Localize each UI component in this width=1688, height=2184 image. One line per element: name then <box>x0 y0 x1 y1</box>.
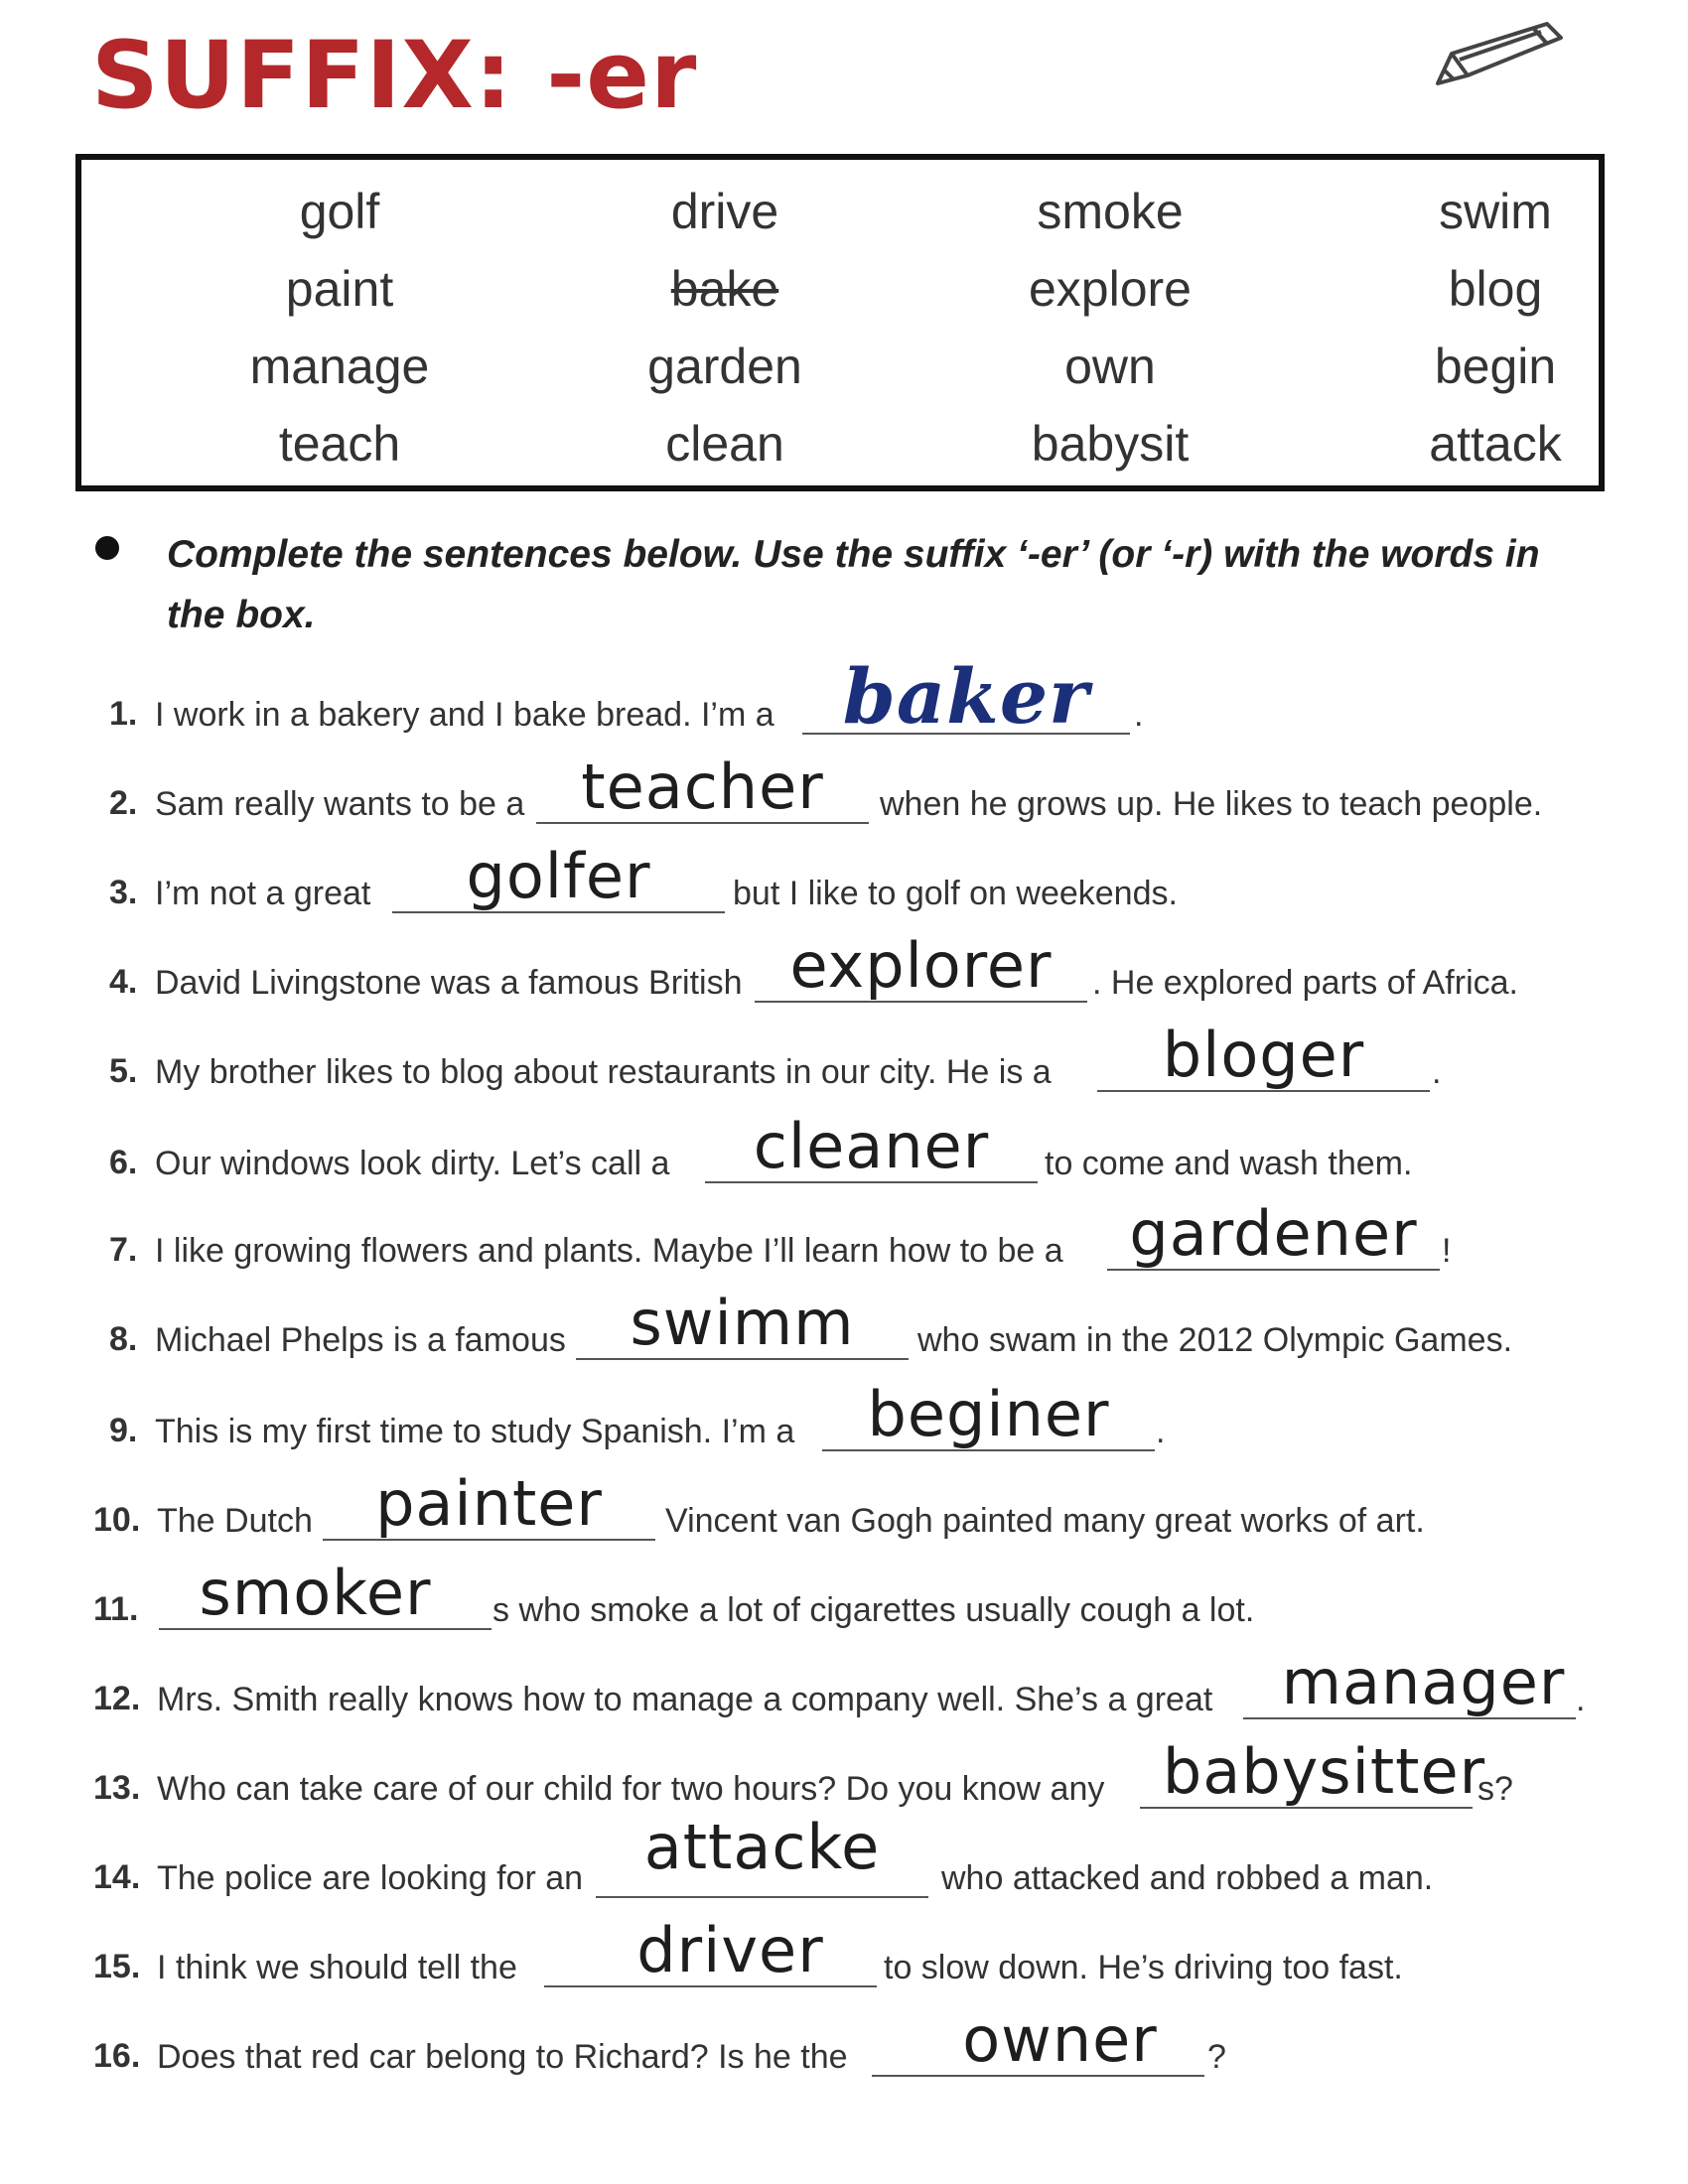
answer-text: smoker <box>199 1557 432 1629</box>
sentence-before: I work in a bakery and I bake bread. I’m a <box>155 696 774 734</box>
word-drive: drive <box>670 184 779 239</box>
sentence-item <box>0 1019 1688 1102</box>
word-blog: blog <box>1448 261 1543 317</box>
sentence-before: I’m not a great <box>155 875 371 912</box>
sentence-before: Mrs. Smith really knows how to manage a company well. She’s a great <box>157 1681 1213 1718</box>
answer-text: teacher <box>581 751 824 823</box>
answer-text: swimm <box>630 1287 855 1359</box>
answer-text: explorer <box>789 929 1053 1002</box>
answer-text: beginer <box>867 1378 1110 1450</box>
sentence-item <box>0 1735 1688 1819</box>
item-number: 10. <box>93 1501 141 1539</box>
word-begin: begin <box>1434 339 1557 394</box>
sentence-after: . <box>1134 696 1144 734</box>
sentence-after: . <box>1576 1681 1586 1718</box>
sentence-before: My brother likes to blog about restaurants in our city. He is a <box>155 1053 1052 1091</box>
sentence-after: to slow down. He’s driving too fast. <box>884 1949 1403 1986</box>
item-number: 7. <box>109 1231 138 1269</box>
sentence-before: The Dutch <box>157 1502 313 1540</box>
answer-text: driver <box>636 1914 824 1986</box>
sentence-after: ! <box>1442 1232 1452 1270</box>
sentence-after: but I like to golf on weekends. <box>733 875 1178 912</box>
answer-text: manager <box>1281 1646 1566 1718</box>
instruction-text: Complete the sentences below. Use the suffix ‘-er’ (or ‘-r) with the words in the box. <box>167 533 1540 636</box>
answer-text: golfer <box>466 840 651 912</box>
sentence-after: s who smoke a lot of cigarettes usually cough a lot. <box>492 1591 1255 1629</box>
sentence-item <box>0 1378 1688 1461</box>
sentence-after: when he grows up. He likes to teach people. <box>880 785 1543 823</box>
sentence-item <box>0 1467 1688 1551</box>
sentence-after: Vincent van Gogh painted many great works of art. <box>665 1502 1425 1540</box>
answer-text: babysitter <box>1162 1735 1486 1808</box>
sentence-item <box>0 2003 1688 2087</box>
sentence-after: s? <box>1477 1770 1513 1808</box>
sentence-before: Who can take care of our child for two hours? Do you know any <box>157 1770 1105 1808</box>
answer-text: bloger <box>1162 1019 1365 1091</box>
item-number: 8. <box>109 1320 138 1358</box>
word-explore: explore <box>1029 261 1192 317</box>
sentence-item <box>0 1646 1688 1729</box>
item-number: 11. <box>93 1590 139 1628</box>
word-manage: manage <box>249 339 430 394</box>
answer-text: baker <box>842 652 1090 741</box>
sentence-item <box>0 1197 1688 1281</box>
word-teach: teach <box>278 416 401 472</box>
item-number: 3. <box>109 874 138 911</box>
bullet-dot <box>95 536 119 560</box>
item-number: 12. <box>93 1680 141 1717</box>
item-number: 13. <box>93 1769 141 1807</box>
answer-text: cleaner <box>753 1110 990 1182</box>
sentence-after: who swam in the 2012 Olympic Games. <box>917 1321 1513 1359</box>
sentence-after: . <box>1156 1413 1166 1450</box>
item-number: 6. <box>109 1144 138 1181</box>
sentence-item <box>0 751 1688 834</box>
sentence-after: . <box>1432 1053 1442 1091</box>
answer-text: gardener <box>1129 1197 1418 1270</box>
item-number: 2. <box>109 784 138 822</box>
word-paint: paint <box>285 261 394 317</box>
pencil-icon <box>1430 18 1569 89</box>
word-swim: swim <box>1439 184 1552 239</box>
word-babysit: babysit <box>1031 416 1190 472</box>
sentence-item <box>0 1914 1688 1997</box>
answer-text: painter <box>375 1467 603 1540</box>
item-number: 16. <box>93 2037 141 2075</box>
answer-blank <box>596 1896 928 1898</box>
worksheet-title: SUFFIX: -er <box>91 22 698 130</box>
sentence-item <box>0 1287 1688 1370</box>
word-clean: clean <box>665 416 784 472</box>
sentence-before: David Livingstone was a famous British <box>155 964 743 1002</box>
item-number: 9. <box>109 1412 138 1449</box>
item-number: 15. <box>93 1948 141 1985</box>
word-box <box>75 154 1605 491</box>
sentence-item <box>0 840 1688 923</box>
word-golf: golf <box>299 184 380 239</box>
answer-text: attacke <box>643 1811 881 1883</box>
sentence-before: I think we should tell the <box>157 1949 517 1986</box>
sentence-before: The police are looking for an <box>157 1859 584 1897</box>
answer-text: owner <box>962 2003 1158 2076</box>
word-own: own <box>1064 339 1156 394</box>
word-smoke: smoke <box>1037 184 1184 239</box>
sentence-item <box>0 1110 1688 1193</box>
sentence-after: ? <box>1207 2038 1226 2076</box>
sentence-after: to come and wash them. <box>1045 1145 1413 1182</box>
item-number: 5. <box>109 1052 138 1090</box>
sentence-before: This is my first time to study Spanish. I’m a <box>155 1413 795 1450</box>
sentence-item <box>0 652 1688 745</box>
item-number: 14. <box>93 1858 141 1896</box>
sentence-after: who attacked and robbed a man. <box>941 1859 1434 1897</box>
sentence-after: . He explored parts of Africa. <box>1092 964 1518 1002</box>
sentence-item <box>0 929 1688 1013</box>
sentence-before: I like growing flowers and plants. Maybe I’ll learn how to be a <box>155 1232 1063 1270</box>
word-bake: bake <box>670 261 779 317</box>
sentence-item <box>0 1811 1688 1908</box>
item-number: 1. <box>109 695 138 733</box>
sentence-before: Our windows look dirty. Let’s call a <box>155 1145 670 1182</box>
word-garden: garden <box>647 339 802 394</box>
item-number: 4. <box>109 963 138 1001</box>
sentence-before: Michael Phelps is a famous <box>155 1321 566 1359</box>
sentence-before: Does that red car belong to Richard? Is he the <box>157 2038 848 2076</box>
sentence-before: Sam really wants to be a <box>155 785 525 823</box>
sentence-item <box>0 1557 1688 1640</box>
word-attack: attack <box>1429 416 1562 472</box>
